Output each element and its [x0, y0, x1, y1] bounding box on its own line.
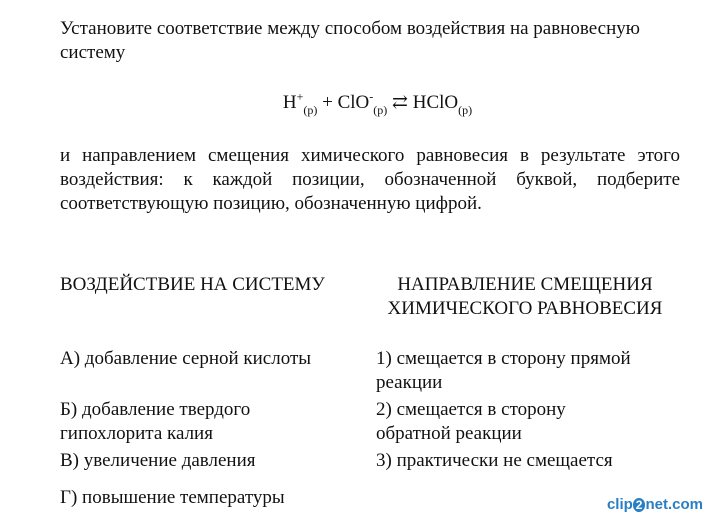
task-text: и направлением смещения химического равновесия в результате этого воздействия: к каждой позиции, обозначенной буквой, подберите соответствующую позицию, обозначенную цифрой. — [60, 145, 680, 214]
eq-hypochlorite: ClO — [337, 92, 370, 113]
eq-hypochlorous-acid: HClO — [412, 92, 459, 113]
watermark-number: 2 — [633, 498, 646, 512]
eq-hypochlorite-state: (р) — [373, 102, 388, 117]
right-item-2: 2) смещается в сторону обратной реакции — [376, 399, 566, 444]
watermark-text-b: net.com — [645, 496, 703, 513]
right-column-header: НАПРАВЛЕНИЕ СМЕЩЕНИЯ ХИМИЧЕСКОГО РАВНОВЕСИЯ — [387, 274, 663, 319]
right-item-1: 1) смещается в сторону прямой реакции — [376, 348, 631, 393]
eq-equilibrium-arrow: ⇄ — [387, 92, 413, 113]
left-item-b: Б) добавление твердого гипохлорита калия — [60, 399, 251, 444]
eq-hydrogen-charge: + — [296, 89, 304, 104]
right-item-3: 3) практически не смещается — [376, 450, 613, 471]
eq-plus: + — [317, 92, 338, 113]
left-item-c: В) увеличение давления — [60, 450, 256, 471]
left-item-d: Г) повышение температуры — [60, 487, 285, 508]
left-column-header: ВОЗДЕЙСТВИЕ НА СИСТЕМУ — [60, 274, 325, 295]
watermark-logo — [607, 493, 703, 517]
intro-text: Установите соответствие между способом воздействия на равновесную систему — [60, 18, 640, 63]
eq-hydrogen-state: (р) — [303, 102, 318, 117]
chemical-equation — [0, 91, 715, 115]
eq-hypochlorite-charge: - — [369, 89, 374, 104]
left-item-a: А) добавление серной кислоты — [60, 348, 312, 369]
watermark-text-a: clip — [606, 496, 633, 513]
eq-hydrogen: H — [282, 92, 297, 113]
eq-hypochlorous-acid-state: (р) — [458, 102, 473, 117]
